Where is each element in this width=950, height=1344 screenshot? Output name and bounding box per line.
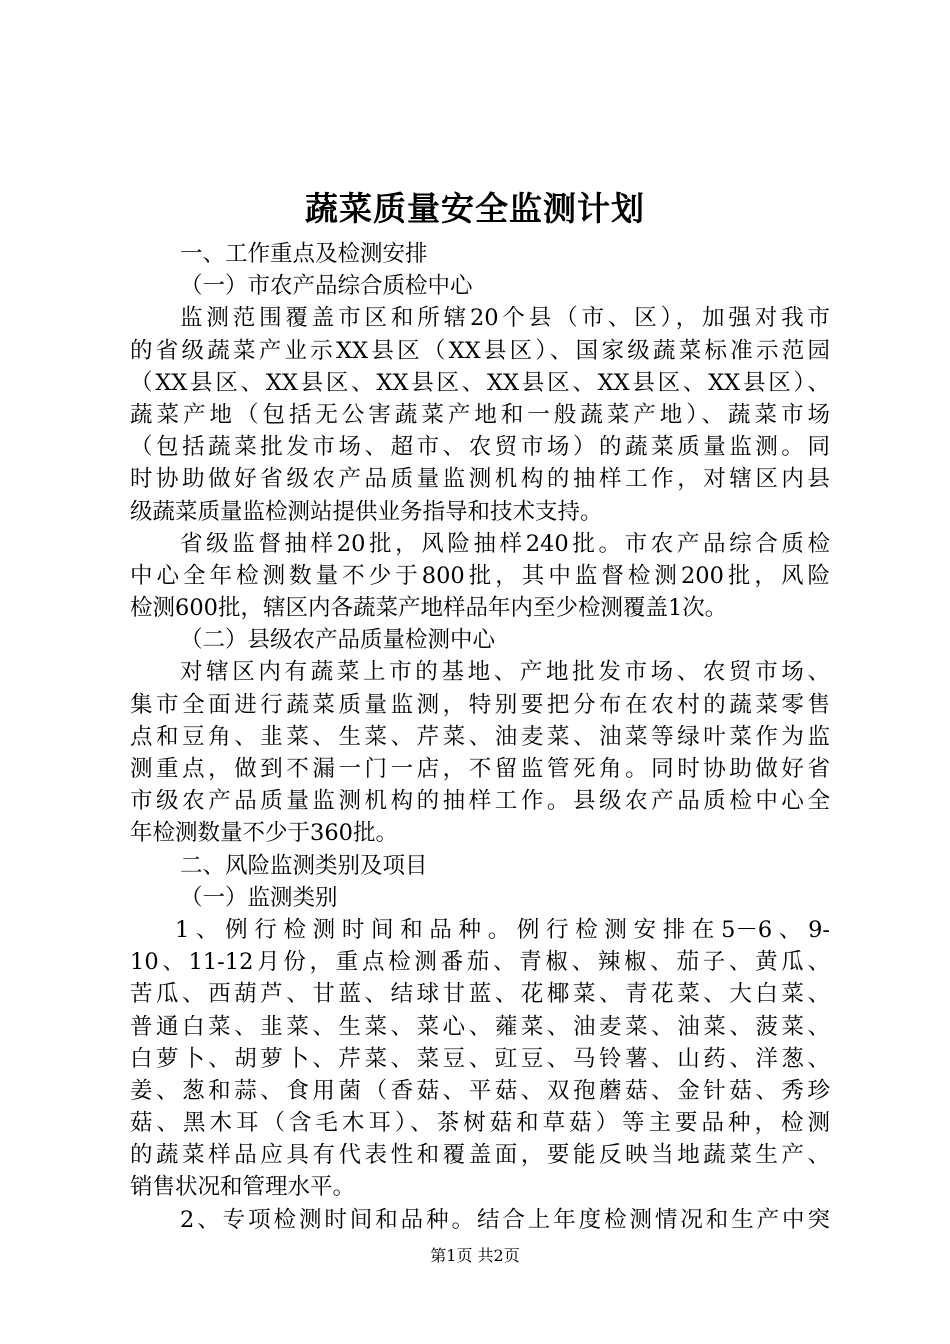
paragraph-line: 点和豆角、韭菜、生菜、芹菜、油麦菜、油菜等绿叶菜作为监 [130, 723, 830, 750]
paragraph-line: 中心全年检测数量不少于800批，其中监督检测200批，风险 [130, 562, 830, 589]
subsection-heading: （二）县级农产品质量检测中心 [180, 627, 496, 654]
paragraph-line: 苦瓜、西葫芦、甘蓝、结球甘蓝、花椰菜、青花菜、大白菜、 [130, 981, 830, 1008]
paragraph-line: 监测范围覆盖市区和所辖20个县（市、区），加强对我市 [180, 305, 830, 332]
paragraph-line: 市级农产品质量监测机构的抽样工作。县级农产品质检中心全 [130, 788, 830, 815]
section-heading-2: 二、风险监测类别及项目 [180, 852, 428, 879]
paragraph-line: 级蔬菜质量监检测站提供业务指导和技术支持。 [130, 498, 603, 525]
paragraph-line: 蔬菜产地（包括无公害蔬菜产地和一般蔬菜产地）、蔬菜市场 [130, 401, 830, 428]
paragraph-line: 普通白菜、韭菜、生菜、菜心、蕹菜、油麦菜、油菜、菠菜、 [130, 1013, 830, 1040]
document-body [130, 238, 830, 1236]
paragraph-line: 菇、黑木耳（含毛木耳）、茶树菇和草菇）等主要品种，检测 [130, 1110, 830, 1137]
paragraph-line: 检测600批，辖区内各蔬菜产地样品年内至少检测覆盖1次。 [130, 595, 728, 622]
subsection-heading: （一）市农产品综合质检中心 [180, 273, 473, 300]
paragraph-line: 测重点，做到不漏一门一店，不留监管死角。同时协助做好省 [130, 756, 830, 782]
page-number-footer: 第1页 共2页 [430, 1246, 520, 1265]
subsection-heading: （一）监测类别 [180, 884, 338, 911]
paragraph-line: 的蔬菜样品应具有代表性和覆盖面，要能反映当地蔬菜生产、 [130, 1142, 830, 1169]
paragraph-line: 的省级蔬菜产业示XX县区（XX县区）、国家级蔬菜标准示范园 [130, 337, 830, 364]
paragraph-line: 时协助做好省级农产品质量监测机构的抽样工作，对辖区内县 [130, 466, 830, 493]
document-title: 蔬菜质量安全监测计划 [305, 189, 645, 228]
paragraph-line: 2、专项检测时间和品种。结合上年度检测情况和生产中突 [180, 1206, 830, 1233]
paragraph-line: 1、例行检测时间和品种。例行检测安排在5－6、9- [175, 916, 830, 943]
paragraph-line: （XX县区、XX县区、XX县区、XX县区、XX县区、XX县区）、 [130, 369, 830, 396]
paragraph-line: （包括蔬菜批发市场、超市、农贸市场）的蔬菜质量监测。同 [130, 434, 830, 461]
paragraph-line: 白萝卜、胡萝卜、芹菜、菜豆、豇豆、马铃薯、山药、洋葱、 [130, 1045, 830, 1072]
paragraph-line: 年检测数量不少于360批。 [130, 820, 398, 847]
paragraph-line: 省级监督抽样20批，风险抽样240批。市农产品综合质检 [180, 530, 830, 557]
paragraph-line: 10、11-12月份，重点检测番茄、青椒、辣椒、茄子、黄瓜、 [130, 949, 830, 976]
paragraph-line: 姜、葱和蒜、食用菌（香菇、平菇、双孢蘑菇、金针菇、秀珍 [130, 1077, 830, 1104]
paragraph-line: 销售状况和管理水平。 [130, 1174, 356, 1201]
paragraph-line: 对辖区内有蔬菜上市的基地、产地批发市场、农贸市场、 [180, 659, 830, 686]
section-heading-1: 一、工作重点及检测安排 [180, 241, 428, 267]
paragraph-line: 集市全面进行蔬菜质量监测，特别要把分布在农村的蔬菜零售 [130, 691, 830, 718]
